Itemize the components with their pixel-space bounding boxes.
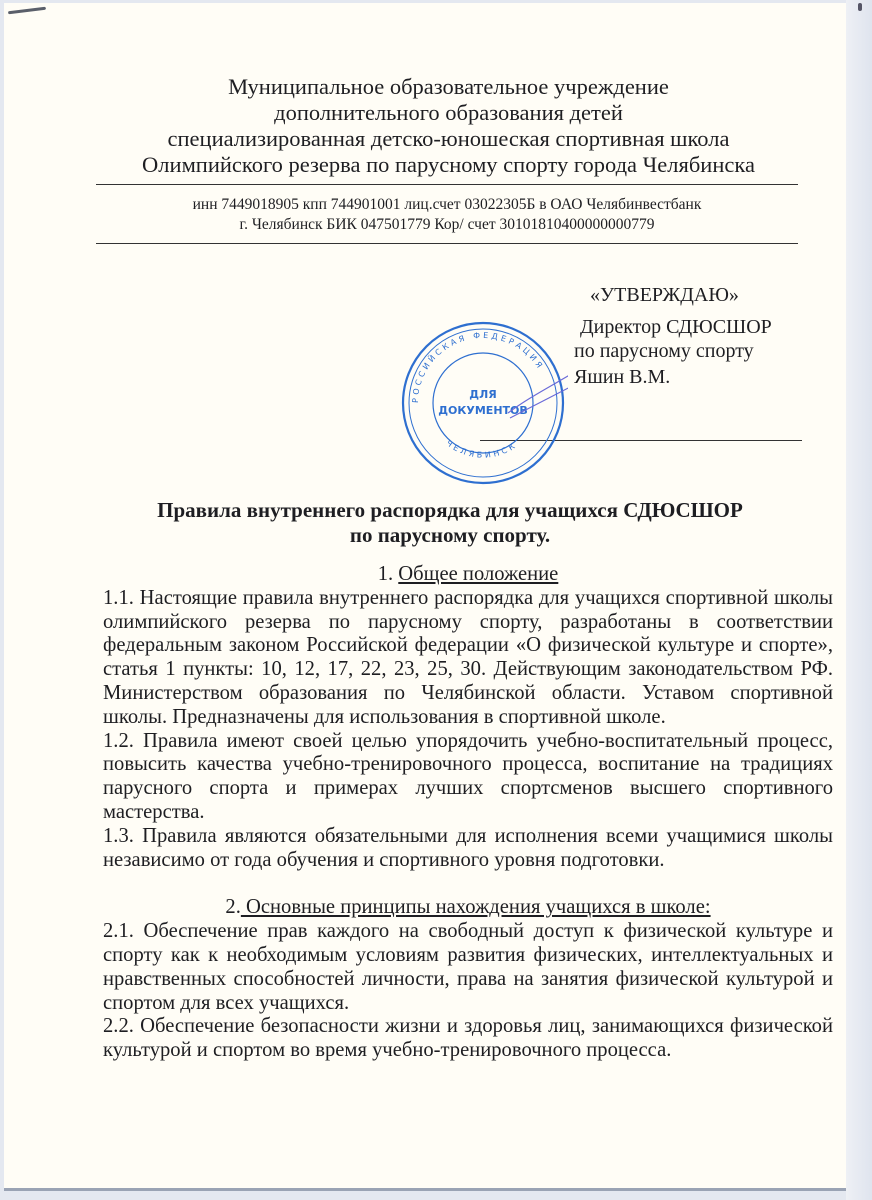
document-body: [103, 563, 833, 1063]
section-title: Основные принципы нахождения учащихся в школе:: [240, 896, 711, 919]
letterhead-rule-top: [96, 184, 798, 185]
paragraph: 1.2. Правила имеют своей целью упорядочить учебно-воспитательный процесс, повысить качества учебно-тренировочного процесса, воспитание на традициях парусного спорта и примерах лучших спортсменов высшего спортивного мастерства.: [103, 729, 833, 823]
scan-artifact: [858, 3, 862, 11]
section-number: 2.: [225, 896, 241, 919]
stamp-outer-text: РОССИЙСКАЯ ФЕДЕРАЦИЯ: [410, 330, 546, 404]
letterhead-line: Муниципальное образовательное учреждение: [228, 74, 669, 99]
bank-details: [96, 195, 798, 235]
paragraph: 2.1. Обеспечение прав каждого на свободный доступ к физической культуре и спорту как к необходимым условиям развития физических, интеллектуальных и нравственных способностей личности, права на занятия физической культурой и спортом для всех учащихся.: [103, 920, 833, 1014]
stamp-bottom-text: ЧЕЛЯБИНСК: [444, 438, 520, 460]
section-heading: [103, 563, 833, 587]
paragraph: 1.3. Правила являются обязательными для исполнения всеми учащимися школы независимо от года обучения и спортивного уровня подготовки.: [103, 824, 833, 871]
document-title-line: по парусному спорту.: [349, 523, 551, 547]
bank-line: инн 7449018905 кпп 744901001 лиц.счет 03022305Б в ОАО Челябинвестбанк: [192, 196, 702, 213]
approval-heading: «УТВЕРЖДАЮ»: [590, 284, 739, 306]
approver-position-2: по парусному спорту: [574, 340, 754, 362]
letterhead: [96, 74, 801, 178]
approver-name: Яшин В.М.: [574, 366, 671, 388]
scan-edge-right: [846, 0, 872, 1200]
letterhead-rule-bottom: [96, 243, 798, 244]
section-title: Общее положение: [398, 563, 559, 585]
document-title-line: Правила внутреннего распорядка для учащихся СДЮСШОР: [157, 498, 743, 522]
letterhead-line: дополнительного образования детей: [274, 100, 623, 125]
stamp-center-text-1: ДЛЯ: [469, 388, 497, 401]
approver-position: Директор СДЮСШОР: [580, 316, 772, 338]
section-number: 1.: [377, 563, 399, 585]
section-heading: [103, 896, 833, 920]
document-title: [120, 498, 780, 548]
scan-edge-bottom: [4, 1188, 846, 1191]
paragraph: 1.1. Настоящие правила внутреннего распорядка для учащихся спортивной школы олимпийского резерва по парусному спорту, разработаны в соответствии федеральным законом Российской федерации «О физической культуре и спорте», статья 1 пункты: 10, 12, 17, 22, 23, 25, 30. Действующим законодательством РФ. Министерством образования по Челябинской области. Уставом спортивной школы. Предназначены для использования в спортивной школе.: [103, 586, 833, 728]
bank-line: г. Челябинск БИК 047501779 Кор/ счет 30101810400000000779: [239, 216, 655, 233]
letterhead-line: Олимпийского резерва по парусному спорту города Челябинска: [142, 152, 755, 177]
official-stamp: [398, 318, 568, 488]
paragraph: 2.2. Обеспечение безопасности жизни и здоровья лиц, занимающихся физической культурой и спортом во время учебно-тренировочного процесса.: [103, 1015, 833, 1062]
stamp-center-text-2: ДОКУМЕНТОВ: [438, 404, 528, 417]
stamp-inner-ring: [433, 353, 533, 453]
letterhead-line: специализированная детско-юношеская спортивная школа: [167, 126, 730, 151]
